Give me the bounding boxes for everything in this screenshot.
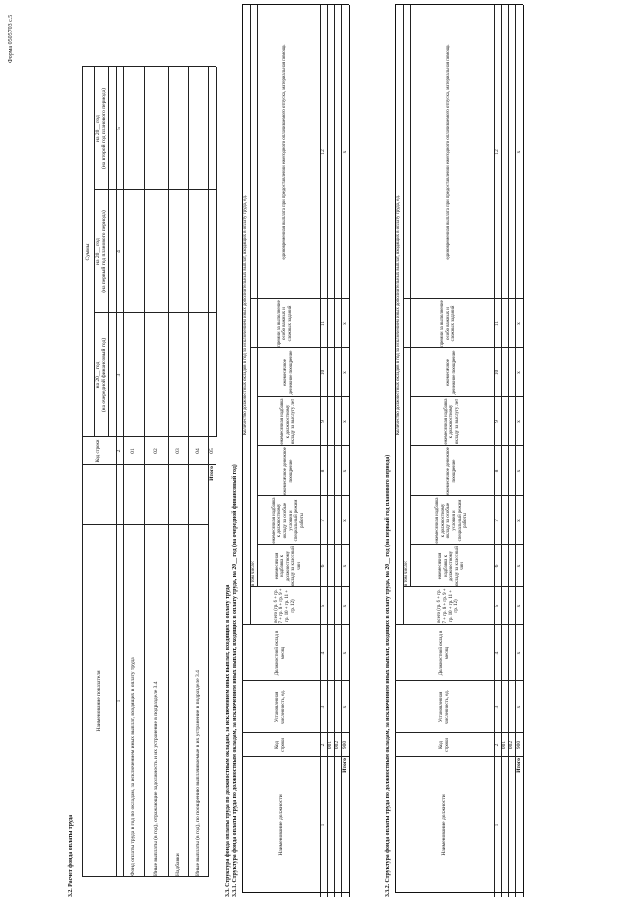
year2-label: на 20__ год — [94, 238, 101, 265]
col-header-salary: Должностной оклад в месяц — [275, 630, 286, 676]
col-num: 9 — [494, 420, 501, 423]
col-header-position: Наименование должности — [441, 794, 448, 856]
total-code: 900 — [515, 740, 522, 750]
col-header-total: всего (гр. 6 + гр. 7 + гр. 8 + гр. 9 + гр. 10 + гр. 11 + гр. 12) — [273, 588, 296, 624]
col-header-year1 — [94, 313, 108, 437]
col-header-staff: Установленная численность, ед. — [438, 690, 450, 724]
col-header-salary: Должностной оклад в месяц — [438, 630, 450, 676]
col-header-c10: ежемесячное денежное поощрение — [446, 350, 457, 395]
col-header-staff: Установленная численность, ед. — [275, 690, 286, 724]
col-num: 4 — [320, 651, 327, 655]
col-header-c10: ежемесячное денежное поощрение — [282, 350, 294, 395]
x-cell: x — [515, 322, 522, 325]
col-header-c7: ежемесячная надбавка к должностному окладу за особые условия и специальный режим работы — [271, 497, 305, 544]
col-header-c12: единовременная выплата при предоставлении ежегодного оплачиваемого отпуска, материальная помощь — [445, 44, 451, 260]
col-num: 4 — [494, 651, 501, 655]
col-num: 3 — [320, 705, 327, 709]
col-header-year2 — [94, 190, 108, 313]
table-row-label: Иные выплаты (в год), по поощрению выплачиваемые в их устранение в подразделе 3.4 — [194, 670, 201, 876]
col-num: 7 — [320, 519, 327, 522]
col-header-c12: единовременная выплата при предоставлении ежегодного оплачиваемого отпуска, материальная помощь — [282, 44, 288, 260]
x-cell: x — [341, 371, 348, 374]
col-num: 6 — [494, 564, 501, 568]
col-num: 5 — [494, 604, 501, 608]
table-row-code: 04 — [194, 448, 201, 454]
col-header-c6: ежемесячная надбавка к должностному окладу за классный чин — [438, 546, 466, 586]
col-header-code: Код строки — [96, 439, 102, 463]
x-cell: x — [341, 420, 348, 423]
col-header-c8: ежемесячное денежное поощрение — [446, 447, 457, 495]
col-header-year3 — [94, 67, 108, 190]
col-num: 1 — [494, 823, 501, 827]
col-num: 3 — [116, 373, 123, 377]
col-header-sums: Суммы — [84, 243, 91, 261]
x-cell: x — [515, 564, 522, 568]
total-label: Итого — [341, 758, 348, 773]
col-header-c11: премии за выполнение особо важных и сложных заданий — [276, 300, 293, 347]
year1-label: на 20__ год — [94, 361, 101, 389]
col-num: 4 — [116, 250, 123, 253]
x-cell: x — [515, 519, 522, 522]
x-cell: x — [515, 705, 522, 709]
col-num: 8 — [494, 469, 501, 473]
col-header-total: всего (гр. 6 + гр. 7 + гр. 8 + гр. 9 + гр. 10 + гр. 11 + гр. 12) — [437, 588, 460, 624]
x-cell: x — [515, 604, 522, 608]
col-num: 2 — [494, 743, 501, 747]
col-num: 2 — [116, 449, 123, 453]
col-header-group: Количество должностных окладов в год за исключением иных дополнительных выплат, входящих в оплату труда, ед. — [243, 195, 249, 435]
col-header-code: Код строки — [438, 738, 450, 752]
col-num: 1 — [320, 823, 327, 827]
col-num: 1 — [116, 699, 123, 703]
section-3-3-1-title: 3.3.1. Структура фонда оплаты труда по должностным окладам, за исключением иных выплат, входящих в оплату труда, на 20__ год (на очередной финансовый год) — [232, 464, 238, 897]
col-header-c7: ежемесячная надбавка к должностному окладу за особые условия и специальный режим работы — [435, 497, 469, 544]
col-num: 11 — [494, 320, 501, 327]
section-3-2-title: 3.2. Расчет фонда оплаты труда — [68, 814, 74, 897]
col-header-name: Наименование показателя — [95, 670, 102, 732]
col-header-group: Количество должностных окладов в год за исключением иных дополнительных выплат, входящих в оплату труда, ед. — [396, 195, 402, 435]
col-num: 12 — [320, 149, 327, 155]
col-num: 7 — [494, 519, 501, 522]
col-num: 5 — [320, 604, 327, 608]
col-header-position: Наименование должности — [277, 794, 284, 856]
year3-label: на 20__ год — [94, 115, 101, 142]
col-header-code: Код строки — [275, 738, 286, 752]
col-num: 2 — [320, 743, 327, 747]
col-num: 5 — [116, 127, 123, 130]
x-cell: x — [341, 469, 348, 473]
x-cell: x — [515, 371, 522, 374]
x-cell: x — [341, 705, 348, 709]
table-row-code: 002 — [508, 740, 515, 750]
col-header-c6: ежемесячная надбавка к должностному окладу за классный чин — [274, 546, 302, 586]
section-3-3-title: 3.3. Структура фонда оплаты труда по должностным окладам, за исключением иных выплат, входящих в оплату труда — [225, 584, 231, 897]
section-3-3-2-title: 3.3.2. Структура фонда оплаты труда по должностным окладам, за исключением иных выплат, входящих в оплату труда, на 20__ год (на первый год планового периода) — [385, 454, 391, 897]
table-row-code: 01 — [130, 448, 137, 454]
col-num: 9 — [320, 420, 327, 423]
table-row-label: Фонд оплаты труда в год по окладам, за исключением иных выплат, входящих в оплату труда — [130, 657, 137, 876]
table-row-code: 001 — [501, 740, 508, 750]
table-row-code: 001 — [327, 740, 334, 750]
total-code: 900 — [341, 740, 348, 750]
col-header-incl: в том числе: — [250, 560, 256, 586]
table-row-code: 03 — [174, 448, 181, 454]
total-label: Итого — [515, 758, 522, 773]
x-cell: x — [341, 519, 348, 522]
year2-sub: (на первый год планового периода) — [101, 210, 107, 293]
table-row-label: Надбавки — [174, 853, 181, 876]
table-row-code: 002 — [334, 740, 341, 750]
x-cell: x — [515, 420, 522, 423]
col-num: 12 — [494, 149, 501, 155]
col-num: 3 — [494, 705, 501, 709]
col-num: 11 — [320, 320, 327, 327]
col-num: 10 — [320, 369, 327, 376]
x-cell: x — [341, 604, 348, 608]
x-cell: x — [341, 564, 348, 568]
x-cell: x — [341, 651, 348, 655]
year3-sub: (на второй год планового периода) — [101, 88, 107, 169]
x-cell: x — [515, 651, 522, 655]
table-row-label: Иные выплаты (в год), отражающие задолжность и их устранение в подразделе 3.4 — [152, 681, 159, 876]
col-header-c11: премии за выполнение особо важных и сложных заданий — [440, 300, 457, 347]
x-cell: x — [341, 150, 348, 154]
col-num: 10 — [494, 369, 501, 376]
col-header-c9: ежемесячная надбавка к должностному окладу за выслугу лет — [443, 398, 460, 445]
year1-sub: (на очередной финансовый год) — [101, 337, 107, 413]
table-row-code: 02 — [152, 448, 159, 454]
col-num: 8 — [320, 469, 327, 473]
col-header-c8: ежемесячное денежное поощрение — [282, 447, 294, 495]
x-cell: x — [515, 469, 522, 473]
col-header-c9: ежемесячная надбавка к должностному окладу за выслугу лет — [280, 398, 297, 445]
x-cell: x — [341, 322, 348, 325]
total-code: 05 — [208, 448, 215, 454]
form-label: Форма 0505703 с.5 — [8, 14, 14, 63]
total-label: Итого — [208, 466, 215, 481]
col-header-incl: в том числе: — [403, 560, 409, 586]
col-num: 6 — [320, 564, 327, 568]
x-cell: x — [515, 150, 522, 154]
